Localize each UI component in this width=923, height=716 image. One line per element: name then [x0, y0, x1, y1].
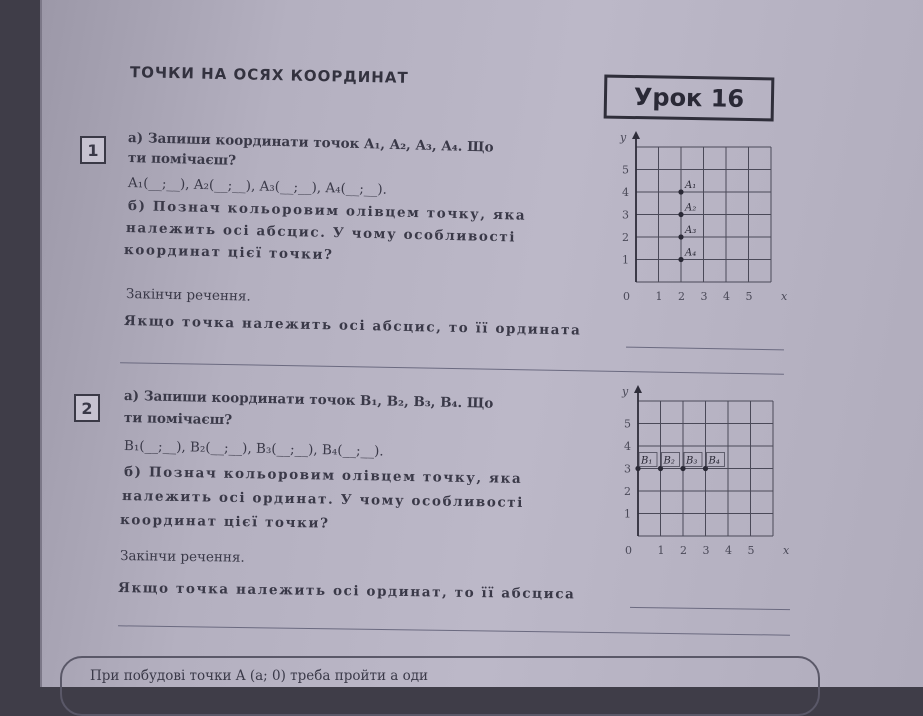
- task-1-graph-x-tick: 5: [745, 290, 753, 303]
- task-1-graph-point-label: A₃: [685, 225, 697, 236]
- task-1-graph-x-tick: 3: [700, 290, 708, 303]
- task-2-graph-x-tick: 1: [657, 544, 665, 557]
- task-1-graph-x-tick: 2: [678, 290, 685, 303]
- task-1-b-line2: належить осі абсцис. У чому особливості: [125, 220, 517, 246]
- task-1-graph-x-axis-label: x: [781, 290, 788, 303]
- task-1-a-line1: а) Запиши координати точок A₁, A₂, A₃, A₄. Що: [127, 130, 494, 156]
- task-1-number: 1: [80, 136, 106, 164]
- task-1-coordinate-grid: [610, 131, 800, 312]
- task-2-graph-y-tick: 3: [624, 462, 631, 476]
- task-2-graph-x-tick: 0: [625, 544, 632, 557]
- task-1-sentence: Якщо точка належить осі абсцис, то її ордината: [123, 313, 582, 339]
- task-2-graph-point-label: B₄: [708, 455, 720, 467]
- task-2-graph-point-label: B₃: [686, 455, 698, 467]
- task-2-b-line2: належить осі ординат. У чому особливості: [121, 488, 525, 512]
- task-2-a-line2: ти помічаєш?: [123, 410, 233, 429]
- task-1-graph-point[interactable]: [678, 234, 683, 239]
- task-2-sentence: Якщо точка належить осі ординат, то її абсциса: [117, 580, 576, 603]
- task-1-finish-prompt: Закінчи речення.: [125, 286, 251, 305]
- task-1-graph-point-label: A₄: [685, 247, 697, 259]
- task-2-graph-y-tick: 5: [624, 417, 631, 431]
- task-1-graph-y-tick: 3: [622, 208, 629, 222]
- task-1-fill-line[interactable]: A₁(__;__), A₂(__;__), A₃(__;__), A₄(__;__).: [127, 175, 388, 198]
- task-1-graph-y-tick: 1: [622, 253, 629, 267]
- task-1-graph-y-tick: 4: [622, 186, 629, 199]
- hint-text: При побудові точки A (a; 0) треба пройти а оди: [90, 668, 429, 684]
- task-1-graph-point-label: A₂: [685, 202, 697, 214]
- task-1-b-line1: б) Познач кольоровим олівцем точку, яка: [127, 198, 527, 224]
- task-2-a-line1: а) Запиши координати точок B₁, B₂, B₃, B₄. Що: [123, 388, 494, 412]
- task-2-graph-x-tick: 3: [702, 544, 710, 557]
- task-2-b-line3: координат цієї точки?: [119, 512, 330, 532]
- task-1-graph-x-tick: 1: [655, 290, 663, 303]
- lesson-label: Урок 16: [604, 75, 775, 122]
- task-2-graph-x-tick: 5: [747, 544, 755, 557]
- task-2-graph-point-label: B₁: [641, 455, 653, 467]
- task-1-graph-y-tick: 5: [622, 163, 629, 177]
- hint-box: [60, 656, 820, 716]
- task-1-graph-point-label: A₁: [685, 180, 697, 191]
- task-2-graph-y-axis-label: y: [622, 385, 629, 398]
- task-2-b-line1: б) Познач кольоровим олівцем точку, яка: [123, 464, 523, 487]
- task-2-coordinate-grid: [612, 385, 802, 568]
- task-2-graph-y-tick: 2: [624, 485, 631, 498]
- task-1-graph-point[interactable]: [678, 189, 683, 194]
- task-2-graph-y-tick: 1: [624, 507, 631, 521]
- task-1-graph-point[interactable]: [678, 257, 683, 262]
- task-2-graph-x-tick: 2: [680, 544, 687, 557]
- task-1-graph-y-tick: 2: [622, 231, 629, 244]
- task-1-graph-point[interactable]: [678, 212, 683, 217]
- task-2-graph-x-tick: 4: [725, 544, 732, 557]
- task-2-number: 2: [74, 394, 100, 422]
- task-1-graph-x-tick: 0: [623, 290, 630, 303]
- task-1-graph-y-axis-label: y: [620, 131, 627, 144]
- task-1-graph-x-tick: 4: [723, 290, 730, 303]
- section-title: ТОЧКИ НА ОСЯХ КООРДИНАТ: [129, 63, 409, 87]
- task-1-a-line2: ти помічаєш?: [127, 150, 237, 169]
- task-2-graph-point-label: B₂: [663, 455, 675, 467]
- task-2-graph-x-axis-label: x: [783, 544, 790, 557]
- task-2-finish-prompt: Закінчи речення.: [119, 548, 245, 566]
- task-1-b-line3: координат цієї точки?: [123, 242, 334, 264]
- task-2-graph-y-tick: 4: [624, 440, 631, 453]
- task-2-fill-line[interactable]: B₁(__;__), B₂(__;__), B₃(__;__), B₄(__;__).: [123, 438, 384, 460]
